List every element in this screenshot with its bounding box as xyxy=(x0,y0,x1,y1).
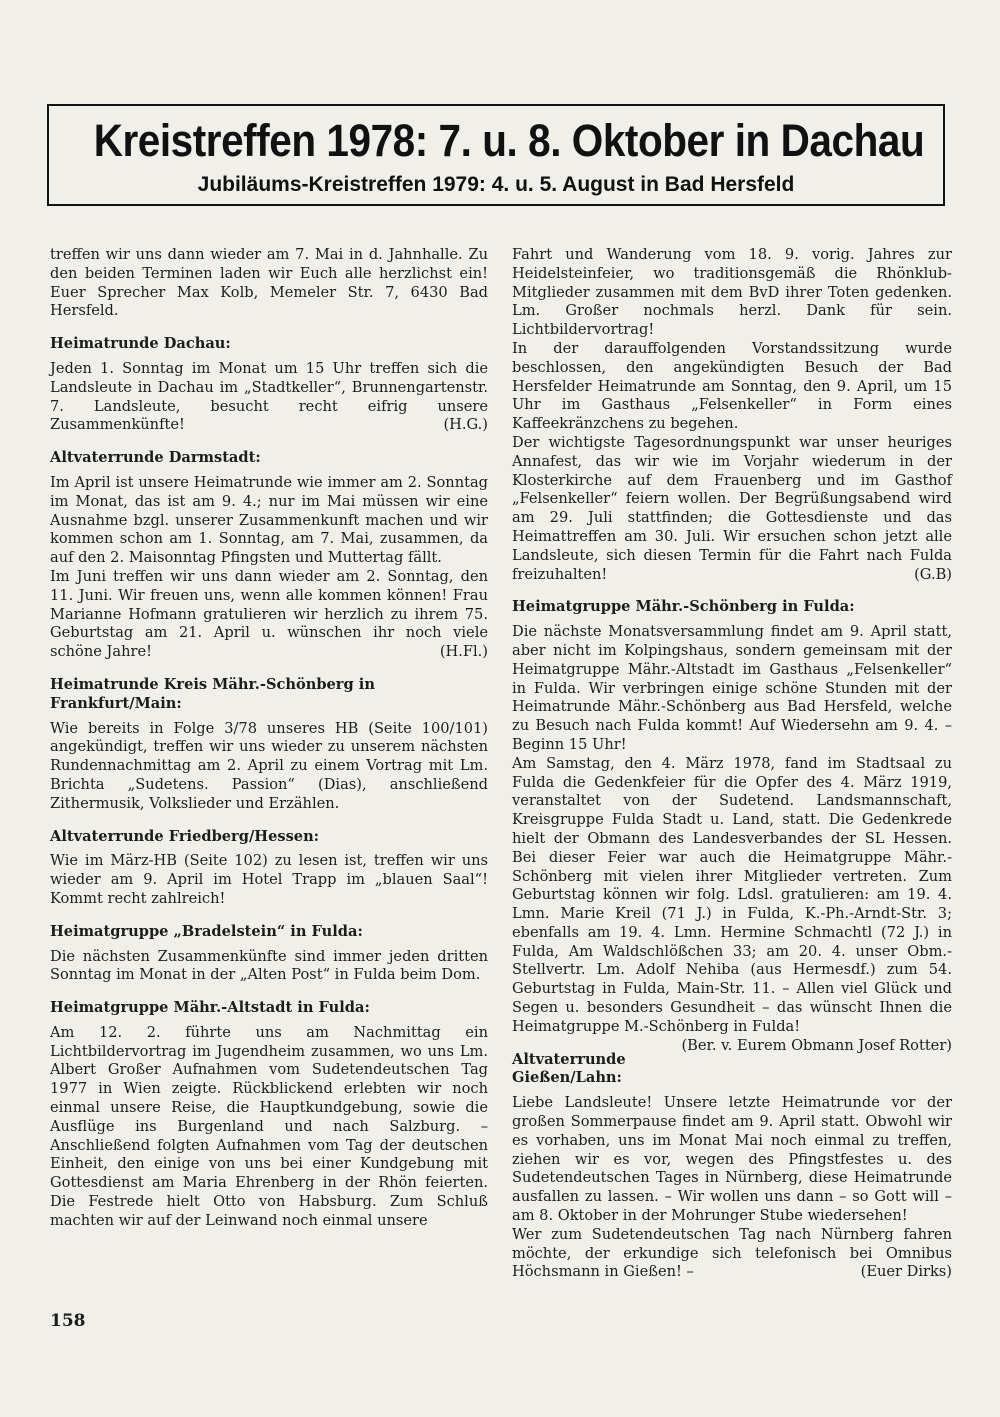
headline-box xyxy=(47,104,945,206)
right-column xyxy=(512,246,952,1282)
section-text-frankfurt: Wie bereits in Folge 3/78 unseres HB (Seite 100/101) angekündigt, treffen wir uns wieder zu unserem nächsten Rundennachmittag am 2. April zu einem Vortrag mit Lm. Brichta „Sudetens. Passion“ (Dias), anschließend Zithermusik, Volkslieder und Erzählen. xyxy=(50,719,488,812)
section-heading-giessen: Altvaterrunde Gießen/Lahn: xyxy=(512,1050,626,1087)
signature: (H.Fl.) xyxy=(439,643,488,661)
section-text-altstadt: Am 12. 2. führte uns am Nachmittag ein Lichtbildervortrag im Jugendheim zusammen, wo uns Lm. Albert Großer Aufnahmen vom Sudetendeutschen Tag 1977 in Wien zeigte. Rückblickend erlebten wir noch einmal unsere Reise, die Hauptkundgebung, sowie die Ausflüge ins Burgenland und nach Salzburg. – Anschließend folgten Aufnahmen vom Tag der deutschen Einheit, den einige von uns bei einer Kundgebung mit Gottesdienst am Maria Ehrenberg in der Rhön feierten. Die Festrede hielt Otto von Habsburg. Zum Schluß machten wir auf der Leinwand noch einmal unsere xyxy=(50,1023,488,1229)
section-text-schoenberg-fulda-2: Am Samstag, den 4. März 1978, fand im Stadtsaal zu Fulda die Gedenkfeier für die Opfer des 4. März 1919, veranstaltet von der Sudetend. Landsmannschaft, Kreisgruppe Fulda Stadt u. Land, statt. Die Gedenkrede hielt der Obmann des Landesverbandes der SL Hessen. Bei dieser Feier war auch die Heimatgruppe Mähr.-Schönberg mit vielen ihrer Mitglieder vertreten. Zum Geburtstag können wir folg. Ldsl. gratulieren: am 19. 4. Lmn. Marie Kreil (71 J.) in Fulda, K.-Ph.-Arndt-Str. 3; ebenfalls am 19. 4. Lmn. Hermine Schmachtl (72 J.) in Fulda, Am Waldschlößchen 33; am 20. 4. unser Obm.-Stellvertr. Lm. Adolf Nehiba (aus Hermesdf.) zum 54. Geburtstag in Fulda, Main-Str. 11. – Allen viel Glück und Segen u. besonders Gesundheit – das wünscht Ihnen die Heimatgruppe M.-Schönberg in Fulda! (Ber. v. Eurem Obmann Josef Rotter) xyxy=(512,754,952,1054)
section-text-bradelstein: Die nächsten Zusammenkünfte sind immer jeden dritten Sonntag im Monat in der „Alten Post“ in Fulda beim Dom. xyxy=(50,947,488,984)
section-text-friedberg: Wie im März-HB (Seite 102) zu lesen ist, treffen wir uns wieder am 9. April im Hotel Trapp im „blauen Saal“! Kommt recht zahlreich! xyxy=(50,852,488,907)
signature: (Ber. v. Eurem Obmann Josef Rotter) xyxy=(681,1036,952,1054)
section-heading-frankfurt: Heimatrunde Kreis Mähr.-Schönberg in Frankfurt/Main: xyxy=(50,675,375,712)
signature: (Euer Dirks) xyxy=(860,1263,952,1281)
section-heading-dachau: Heimatrunde Dachau: xyxy=(50,335,231,353)
section-text-dachau: Jeden 1. Sonntag im Monat um 15 Uhr treffen sich die Landsleute in Dachau im „Stadtkeller“, Brunnengartenstr. 7. Landsleute, besucht recht eifrig unsere Zusammenkünfte! (H.G.) xyxy=(50,359,488,434)
section-text-schoenberg-fulda: Die nächste Monatsversammlung findet am 9. April statt, aber nicht im Kolpingshaus, sondern gemeinsam mit der Heimatgruppe Mähr.-Altstadt im Gasthaus „Felsenkeller“ in Fulda. Wir verbringen einige schöne Stunden mit der Heimatrunde Mähr.-Schönberg aus Bad Hersfeld, welche zu Besuch nach Fulda kommt! Auf Wiedersehn am 9. 4. – Beginn 15 Uhr! xyxy=(512,623,952,753)
section-text-giessen-2: Wer zum Sudetendeutschen Tag nach Nürnberg fahren möchte, der erkundige sich telefonisch bei Omnibus Höchsmann in Gießen! – (Euer Dirks) xyxy=(512,1225,952,1281)
section-heading-bradelstein: Heimatgruppe „Bradelstein“ in Fulda: xyxy=(50,922,363,940)
section-heading-friedberg: Altvaterrunde Friedberg/Hessen: xyxy=(50,827,320,845)
page-subtitle: Jubiläums-Kreistreffen 1979: 4. u. 5. August in Bad Hersfeld xyxy=(197,173,795,196)
section-text-darmstadt: Im April ist unsere Heimatrunde wie immer am 2. Sonntag im Monat, das ist am 9. 4.; nur im Mai müssen wir eine Ausnahme bzgl. unserer Zusammenkunft machen und wir kommen schon am 1. Sonntag, am 7. Mai, zusammen, da auf den 2. Maisonntag Pfingsten und Muttertag fällt. xyxy=(50,473,488,567)
board-meeting-paragraph: In der darauffolgenden Vorstandssitzung wurde beschlossen, den angekündigten Besuch der Bad Hersfelder Heimatrunde am Sonntag, den 9. April, um 15 Uhr im Gasthaus „Felsenkeller“ in Form eines Kaffeekränzchens zu begehen. xyxy=(512,339,952,433)
signature: (G.B) xyxy=(914,565,952,583)
section-heading-schoenberg-fulda: Heimatgruppe Mähr.-Schönberg in Fulda: xyxy=(512,598,855,616)
section-text-giessen: Liebe Landsleute! Unsere letzte Heimatrunde vor der großen Sommerpause findet am 9. April statt. Obwohl wir es vorhaben, uns im Monat Mai noch einmal zu treffen, ziehen wir es vor, wegen des Pfingstfestes u. des Sudetendeutschen Tages in Nürnberg, diese Heimatrunde ausfallen zu lassen. – Wir wollen uns dann – so Gott will – am 8. Oktober in der Mohrunger Stube wiedersehen! xyxy=(512,1094,952,1225)
signature: (H.G.) xyxy=(443,416,488,434)
section-text-darmstadt-2: Im Juni treffen wir uns dann wieder am 2. Sonntag, den 11. Juni. Wir freuen uns, wenn alle kommen können! Frau Marianne Hofmann gratulieren wir herzlich zu ihrem 75. Geburtstag am 21. April u. wünschen ihr noch viele schöne Jahre! (H.Fl.) xyxy=(50,567,488,661)
page-number: 158 xyxy=(50,1311,86,1331)
page-title: Kreistreffen 1978: 7. u. 8. Oktober in Dachau xyxy=(93,115,925,166)
section-heading-darmstadt: Altvaterrunde Darmstadt: xyxy=(50,449,261,467)
section-heading-altstadt: Heimatgruppe Mähr.-Altstadt in Fulda: xyxy=(50,999,370,1017)
annafest-paragraph: Der wichtigste Tagesordnungspunkt war unser heuriges Annafest, das wir wie im Vorjahr wiederum in der Klosterkirche auf dem Frauenberg und im Gasthof „Felsenkeller“ feiern wollen. Der Begrüßungsabend wird am 29. Juli stattfinden; die Gottesdienste und das Heimattreffen am 30. Juli. Wir ersuchen schon jetzt alle Landsleute, sich diesen Termin für die Fahrt nach Fulda freizuhalten! (G.B) xyxy=(512,433,952,583)
continued-paragraph: Fahrt und Wanderung vom 18. 9. vorig. Jahres zur Heidelsteinfeier, wo traditionsgemäß die Rhönklub-Mitglieder zusammen mit dem BvD ihrer Toten gedenken. Lm. Großer nochmals herzl. Dank für sein. Lichtbildervortrag! xyxy=(512,246,952,339)
left-column xyxy=(50,246,488,1231)
intro-paragraph: treffen wir uns dann wieder am 7. Mai in d. Jahnhalle. Zu den beiden Terminen laden wir Euch alle herzlichst ein! Euer Sprecher Max Kolb, Memeler Str. 7, 6430 Bad Hersfeld. xyxy=(50,246,488,320)
